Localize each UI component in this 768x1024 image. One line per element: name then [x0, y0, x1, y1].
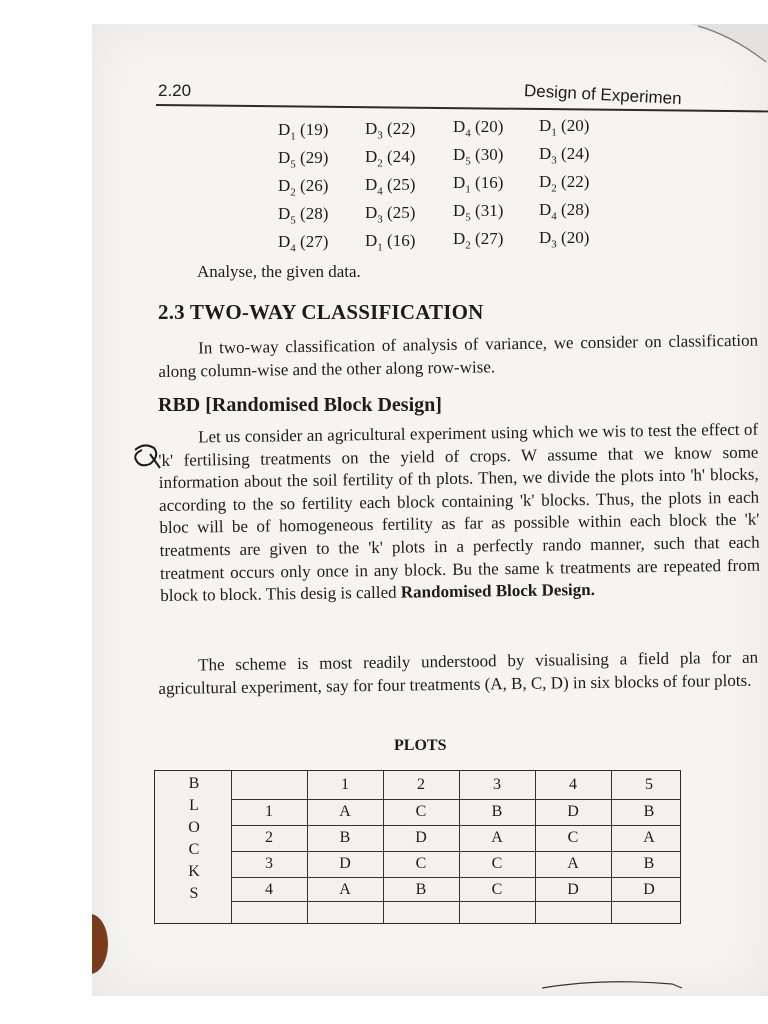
treatment-letter: D: [278, 204, 291, 223]
yield-value: (20): [475, 117, 504, 136]
treatment-cell: B: [643, 803, 655, 820]
treatment-letter: D: [539, 171, 552, 191]
rbd-term-bold: Randomised Block Design.: [400, 580, 596, 602]
data-cell: [278, 120, 328, 142]
page-corner-curl: [688, 24, 768, 74]
yield-value: (29): [300, 148, 329, 167]
treatment-cell: A: [339, 803, 351, 820]
table-row-line: [231, 825, 680, 826]
yield-value: (24): [561, 143, 590, 163]
bottom-pen-stroke: [542, 974, 692, 994]
treatment-letter: D: [539, 143, 552, 163]
treatment-letter: D: [539, 199, 552, 219]
yield-value: (28): [561, 199, 590, 219]
table-row-line: [231, 799, 680, 800]
treatment-cell: D: [339, 855, 351, 872]
treatment-cell: C: [567, 829, 579, 846]
treatment-cell: A: [643, 829, 655, 846]
treatment-index: 4: [465, 127, 471, 140]
rbd-heading: RBD [Randomised Block Design]: [158, 394, 442, 416]
data-cell: [453, 145, 503, 167]
data-cell: [539, 116, 589, 138]
section-heading: 2.3 TWO-WAY CLASSIFICATION: [158, 300, 484, 324]
yield-value: (20): [561, 227, 590, 247]
treatment-cell: D: [567, 803, 579, 820]
yield-value: (24): [387, 146, 416, 166]
treatment-index: 2: [290, 186, 296, 199]
treatment-cell: C: [491, 855, 503, 872]
data-cell: [539, 144, 589, 166]
page-number: 2.20: [158, 81, 192, 100]
treatment-letter: D: [278, 176, 291, 195]
treatment-index: 5: [465, 211, 471, 224]
treatment-index: 5: [465, 155, 471, 168]
data-cell: [278, 148, 328, 170]
blocks-letter: L: [189, 797, 199, 814]
table-row-line: [231, 851, 680, 852]
field-plan-table: [154, 770, 681, 924]
data-cell: [365, 203, 415, 225]
data-cell: [539, 200, 589, 222]
yield-value: (25): [387, 174, 416, 194]
data-cell: [453, 117, 503, 139]
treatment-index: 3: [551, 237, 557, 250]
blocks-letter: C: [188, 841, 200, 858]
block-row-label: 2: [265, 829, 273, 846]
analyse-instruction: Analyse, the given data.: [197, 262, 361, 281]
data-cell: [453, 229, 503, 251]
treatment-cell: B: [415, 881, 427, 898]
data-cell: [365, 175, 415, 197]
rbd-paragraph-text: Let us consider an agricultural experiment using which we wis to test the effect of 'k' fertilising treatments on the yield of crops. W assume that we know some information about the soil fertility of th plots. Then, we divide the plots into 'h' blocks, according to the so fertility each block containing 'k' blocks. Thus, the plots in each bloc will be of homogeneous fertility as far as possible within each block the 'k' treatments are given to the 'k' plots in a perfectly rando manner, such that each treatment occurs only once in any block. Bu the same k treatments are repeated from block to block. This desig is called: [158, 419, 761, 606]
treatment-cell: A: [339, 881, 351, 898]
yield-value: (27): [475, 229, 504, 248]
blocks-letter: B: [188, 775, 200, 792]
treatment-cell: C: [415, 803, 427, 820]
treatment-index: 2: [377, 156, 383, 169]
treatment-cell: A: [491, 829, 503, 846]
table-row-line: [231, 901, 680, 902]
treatment-letter: D: [365, 230, 378, 250]
block-row-label: 3: [265, 855, 273, 872]
plot-header: 4: [569, 776, 577, 793]
yield-value: (26): [300, 176, 329, 195]
treatment-letter: D: [278, 148, 291, 167]
treatment-cell: C: [491, 881, 503, 898]
treatment-letter: D: [539, 227, 552, 247]
treatment-cell: B: [491, 803, 503, 820]
yield-value: (31): [475, 201, 504, 220]
treatment-index: 1: [290, 130, 296, 143]
treatment-index: 1: [551, 125, 557, 138]
yield-value: (25): [387, 202, 416, 222]
treatment-letter: D: [539, 115, 552, 135]
data-cell: [365, 119, 415, 141]
plot-header: 2: [417, 776, 425, 793]
yield-value: (22): [387, 118, 416, 138]
blocks-letter: S: [189, 885, 199, 902]
yield-value: (16): [387, 230, 416, 250]
yield-value: (20): [561, 115, 590, 135]
book-page: [92, 24, 768, 996]
plots-title: PLOTS: [394, 737, 447, 754]
treatment-letter: D: [365, 202, 378, 222]
data-cell: [539, 228, 589, 250]
treatment-cell: B: [339, 829, 351, 846]
treatment-index: 5: [290, 214, 296, 227]
field-plan-paragraph: The scheme is most readily understood by visualising a field pla for an agricultural experiment, say for four treatments (A, B, C, D) in six blocks of four plots.: [158, 647, 759, 698]
yield-value: (19): [300, 120, 329, 139]
treatment-index: 3: [551, 153, 557, 166]
treatment-letter: D: [365, 146, 378, 166]
thumb-in-photo: [92, 914, 108, 974]
treatment-index: 2: [551, 181, 557, 194]
data-cell: [278, 204, 328, 226]
treatment-cell: D: [643, 881, 655, 898]
blocks-letter: K: [188, 863, 200, 880]
plot-header: 3: [493, 776, 501, 793]
treatment-index: 3: [377, 128, 383, 141]
plot-header: 1: [341, 776, 349, 793]
treatment-letter: D: [365, 118, 378, 138]
treatment-index: 1: [377, 240, 383, 253]
data-cell: [539, 172, 589, 194]
yield-value: (27): [300, 232, 329, 251]
data-cell: [365, 231, 415, 253]
treatment-index: 3: [377, 212, 383, 225]
yield-value: (30): [475, 145, 504, 164]
yield-value: (16): [475, 173, 504, 192]
two-way-paragraph: In two-way classification of analysis of variance, we consider on classification along column-wise and the other along row-wise.: [158, 330, 759, 381]
block-row-label: 4: [265, 881, 273, 898]
data-cell: [453, 173, 503, 195]
yield-value: (22): [561, 171, 590, 191]
treatment-index: 5: [290, 158, 296, 171]
treatment-cell: D: [567, 881, 579, 898]
treatment-cell: B: [643, 855, 655, 872]
data-cell: [453, 201, 503, 223]
rbd-paragraph: [158, 419, 760, 608]
treatment-letter: D: [278, 232, 291, 251]
treatment-letter: D: [453, 229, 466, 248]
treatment-letter: D: [453, 173, 466, 192]
treatment-letter: D: [453, 201, 466, 220]
treatment-cell: C: [415, 855, 427, 872]
running-head-title: Design of Experimen: [523, 81, 683, 109]
block-row-label: 1: [265, 803, 273, 820]
treatment-cell: A: [567, 855, 579, 872]
treatment-index: 4: [377, 184, 383, 197]
table-row-line: [231, 877, 680, 878]
treatment-cell: D: [415, 829, 427, 846]
treatment-letter: D: [453, 145, 466, 164]
data-cell: [278, 176, 328, 198]
treatment-letter: D: [453, 117, 466, 136]
blocks-letter: O: [188, 819, 200, 836]
treatment-index: 4: [290, 242, 296, 255]
data-cell: [278, 232, 328, 254]
plot-header: 5: [645, 776, 653, 793]
treatment-index: 1: [465, 183, 471, 196]
treatment-index: 2: [465, 239, 471, 252]
treatment-index: 4: [551, 209, 557, 222]
treatment-letter: D: [365, 174, 378, 194]
data-cell: [365, 147, 415, 169]
yield-value: (28): [300, 204, 329, 223]
treatment-letter: D: [278, 120, 291, 139]
